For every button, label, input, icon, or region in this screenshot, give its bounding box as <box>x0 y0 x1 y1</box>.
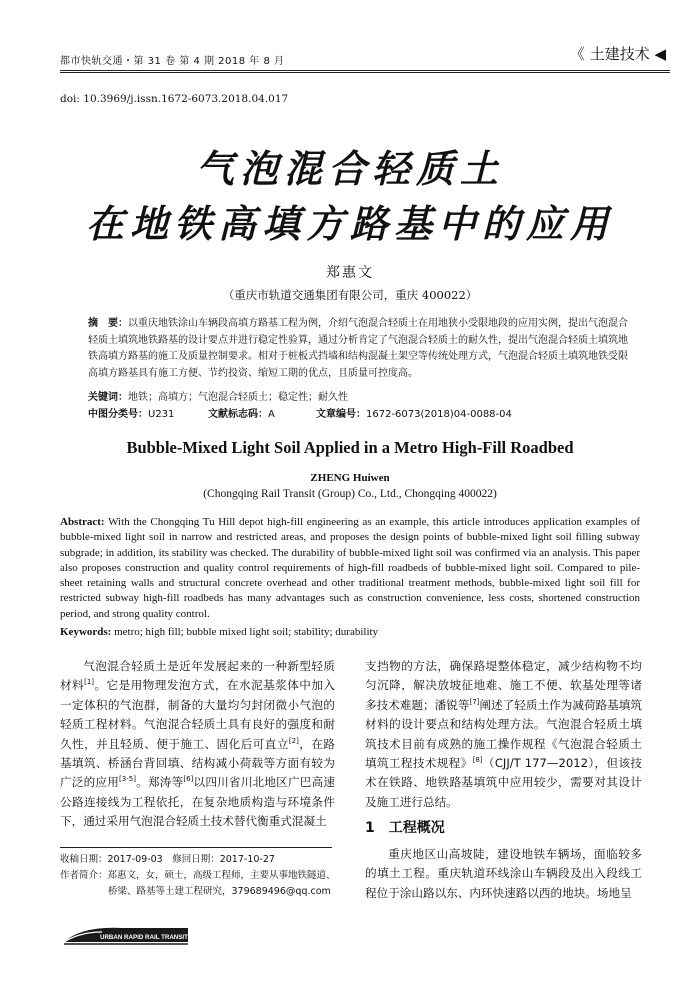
keywords-cn-text: 地铁；高填方；气泡混合轻质土；稳定性；耐久性 <box>128 392 348 403</box>
keywords-en <box>60 626 640 638</box>
clc-label: 中图分类号： <box>88 409 148 420</box>
footnote-author-bio-cont: 桥梁、路基等土建工程研究，379689496@qq.com <box>108 886 331 897</box>
keywords-cn <box>88 388 348 403</box>
body-paragraph: 支挡物的方法，确保路堤整体稳定，减少结构物不均匀沉降，解决放坡征地难、施工不便、软基处理等诸多技术难题；潘锐等[7]阐述了轻质土作为减荷路基填筑材料的设计要点和结构处理方法。气泡混合轻质土填筑技术目前有成熟的施工操作规程《气泡混合轻质土填筑工程技术规程》[8]（CJJ/T 177—2012），但该技术在铁路、地铁路基填筑中应用较少，需要对其设计及施工进行总结。 <box>365 659 642 809</box>
section-heading: 1 工程概况 <box>365 820 445 836</box>
body-right-column <box>365 657 642 812</box>
keywords-en-label: Keywords: <box>60 626 112 638</box>
doi: doi: 10.3969/j.issn.1672-6073.2018.04.017 <box>60 93 289 105</box>
author-en: ZHENG Huiwen <box>310 472 390 484</box>
journal-logo <box>62 922 190 948</box>
citation[interactable]: [7] <box>469 697 480 706</box>
abstract-en-text: With the Chongqing Tu Hill depot high-fill engineering as an example, this article introduces application examples of bubble-mixed light soil in narrow and restricted areas, and proposes the design points of bubble-mixed light soil filling subway subgrade; in addition, its stability was checked. The durability of bubble-mixed light soil was confirmed via an analysis. This paper also proposes construction and quality control requirements of high-fill roadbeds of bubble-mixed light soil. Compared to pile-sheet retaining walls and structural concrete overhead and other traditional treatment methods, bubble-mixed light soil fill for restricted subway high-fill roadbeds has many advantages such as construction convenience, less costs, shortened construction period, and strong quality control. <box>60 516 640 620</box>
title-cn-line1: 气泡混合轻质土 <box>195 146 504 191</box>
article-no-label: 文章编号： <box>316 409 366 420</box>
title-cn-line2: 在地铁高填方路基中的应用 <box>85 201 614 246</box>
header-rule-double <box>60 72 670 73</box>
keywords-en-text: metro; high fill; bubble mixed light soil; stability; durability <box>114 626 379 638</box>
body-paragraph: 重庆地区山高坡陡，建设地铁车辆场，面临较多的填土工程。重庆轨道环线涂山车辆段及出入段线工程位于涂山路以东、内环快速路以西的地块。场地呈 <box>365 847 642 900</box>
affiliation-cn: （重庆市轨道交通集团有限公司，重庆 400022） <box>222 288 478 302</box>
classification-row <box>88 405 648 420</box>
author-cn: 郑惠文 <box>326 265 374 281</box>
affiliation-en: (Chongqing Rail Transit (Group) Co., Ltd., Chongqing 400022) <box>203 488 497 500</box>
section-label: 《 土建技术 ◀ <box>569 45 666 63</box>
citation[interactable]: [6] <box>183 775 194 784</box>
abstract-cn-label: 摘 要： <box>88 318 128 329</box>
citation[interactable]: [1] <box>84 678 95 687</box>
citation[interactable]: [8] <box>472 756 483 765</box>
abstract-en-label: Abstract: <box>60 516 105 528</box>
footnote-rule <box>60 847 332 848</box>
abstract-en <box>60 515 640 622</box>
footnote-author-bio: 作者简介：郑惠文，女，硕士，高级工程师，主要从事地铁隧道、 <box>60 870 336 881</box>
article-no-value: 1672-6073(2018)04-0088-04 <box>366 409 512 420</box>
body-paragraph: 气泡混合轻质土是近年发展起来的一种新型轻质材料[1]。它是用物理发泡方式，在水泥基浆体中加入一定体积的气泡群，制备的大量均匀封闭微小气泡的轻质工程材料。气泡混合轻质土具有良好的强度和耐久性，并且轻质、便于施工、固化后可直立[2]，在路基填筑、桥涵台背回填、结构减小荷载等方面有较为广泛的应用[3-5]。郑涛等[6]以四川省川北地区广巴高速公路连接线为工程依托，在复杂地质构造与环境条件下，通过采用气泡混合轻质土技术替代衡重式混凝土 <box>60 659 335 829</box>
abstract-cn <box>88 316 628 382</box>
header-rule <box>60 70 670 71</box>
body-left-column <box>60 657 335 832</box>
doc-code-value: A <box>268 409 275 420</box>
clc-value: U231 <box>148 409 175 420</box>
doc-code-label: 文献标志码： <box>208 409 268 420</box>
journal-header: 都市快轨交通・第 31 卷 第 4 期 2018 年 8 月 <box>60 56 285 67</box>
body-right-column-lower <box>365 845 642 903</box>
logo-text: URBAN RAPID RAIL TRANSIT <box>100 934 188 941</box>
footnote-received: 收稿日期：2017-09-03 修回日期：2017-10-27 <box>60 854 275 865</box>
title-en: Bubble-Mixed Light Soil Applied in a Metro High-Fill Roadbed <box>126 438 574 457</box>
citation[interactable]: [3-5] <box>119 775 136 784</box>
abstract-cn-text: 以重庆地铁涂山车辆段高填方路基工程为例，介绍气泡混合轻质土在用地狭小受限地段的应用实例，提出气泡混合轻质土填筑地铁路基的设计要点并进行稳定性验算，通过分析肯定了气泡混合轻质土的耐久性，提出气泡混合轻质土填筑地铁高填方路基的施工及质量控制要求。相对于桩板式挡墙和结构混凝土架空等传统处理方式，气泡混合轻质土填筑地铁受限高填方路基具有施工方便、节约投资、缩短工期的优点，且质量可控度高。 <box>88 318 628 379</box>
keywords-cn-label: 关键词： <box>88 392 128 403</box>
citation[interactable]: [2] <box>288 736 299 745</box>
